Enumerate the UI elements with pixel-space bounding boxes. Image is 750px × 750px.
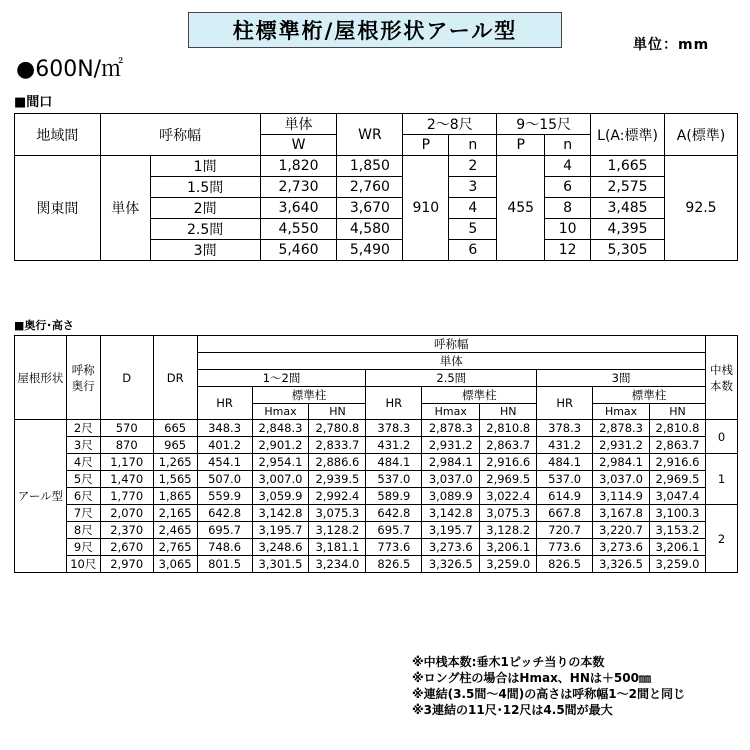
value-cell: 431.2: [366, 437, 422, 454]
dr-cell: 965: [153, 437, 197, 454]
depth-cell: 9尺: [66, 539, 100, 556]
header-d: D: [100, 336, 153, 420]
value-cell: 2,848.3: [252, 420, 309, 437]
value-cell: 614.9: [537, 488, 593, 505]
header-n2: n: [545, 135, 591, 156]
value-cell: 3,326.5: [593, 556, 650, 573]
table-row: [15, 471, 738, 488]
value-cell: 3,167.8: [593, 505, 650, 522]
value-cell: 3,259.0: [650, 556, 706, 573]
value-cell: 3,206.1: [650, 539, 706, 556]
dr-cell: 1,265: [153, 454, 197, 471]
value-cell: 348.3: [197, 420, 252, 437]
value-cell: 507.0: [197, 471, 252, 488]
value-cell: 2,833.7: [309, 437, 366, 454]
value-cell: 2,878.3: [422, 420, 480, 437]
d-cell: 2,670: [100, 539, 153, 556]
value-cell: 3,153.2: [650, 522, 706, 539]
d-cell: 1,770: [100, 488, 153, 505]
value-cell: 3,220.7: [593, 522, 650, 539]
value-cell: 2,969.5: [480, 471, 537, 488]
d-cell: 2,070: [100, 505, 153, 522]
note: ※中桟本数:垂木1ピッチ当りの本数: [412, 655, 605, 669]
value-cell: 2,886.6: [309, 454, 366, 471]
header-post-2: 標準柱: [422, 387, 537, 404]
d-cell: 1,170: [100, 454, 153, 471]
n2-cell: 6: [545, 177, 591, 198]
value-cell: 2,939.5: [309, 471, 366, 488]
unit-label: 単位：mm: [633, 37, 710, 53]
header-hr-1: HR: [197, 387, 252, 420]
value-cell: 3,195.7: [252, 522, 309, 539]
depth-cell: 10尺: [66, 556, 100, 573]
n1-cell: 4: [449, 198, 497, 219]
depth-cell: 5尺: [66, 471, 100, 488]
value-cell: 748.6: [197, 539, 252, 556]
depth-cell: 7尺: [66, 505, 100, 522]
value-cell: 826.5: [537, 556, 593, 573]
n2-cell: 8: [545, 198, 591, 219]
value-cell: 378.3: [366, 420, 422, 437]
wr-cell: 2,760: [337, 177, 403, 198]
dr-cell: 1,865: [153, 488, 197, 505]
table-row: [15, 156, 738, 177]
w-cell: 2,730: [260, 177, 337, 198]
d-cell: 870: [100, 437, 153, 454]
d-cell: 2,970: [100, 556, 153, 573]
header-region: 地域間: [15, 114, 101, 156]
d-cell: 1,470: [100, 471, 153, 488]
value-cell: 2,916.6: [480, 454, 537, 471]
header-hr-2: HR: [366, 387, 422, 420]
value-cell: 3,007.0: [252, 471, 309, 488]
value-cell: 537.0: [366, 471, 422, 488]
type-cell: 単体: [100, 156, 150, 261]
value-cell: 589.9: [366, 488, 422, 505]
table-row: [15, 488, 738, 505]
wr-cell: 4,580: [337, 219, 403, 240]
header-width2: 呼称幅: [197, 336, 705, 353]
size-cell: 1間: [150, 156, 260, 177]
wr-cell: 1,850: [337, 156, 403, 177]
n2-cell: 4: [545, 156, 591, 177]
header-group-1-2: 1～2間: [197, 370, 366, 387]
value-cell: 2,810.8: [650, 420, 706, 437]
value-cell: 773.6: [537, 539, 593, 556]
value-cell: 773.6: [366, 539, 422, 556]
value-cell: 431.2: [537, 437, 593, 454]
note: ※連結(3.5間～4間)の高さは呼称幅1～2間と同じ: [412, 687, 685, 701]
value-cell: 3,128.2: [309, 522, 366, 539]
l-cell: 1,665: [591, 156, 665, 177]
note: ※3連結の11尺･12尺は4.5間が最大: [412, 703, 613, 717]
header-group-2-5: 2.5間: [366, 370, 537, 387]
value-cell: 559.9: [197, 488, 252, 505]
w-cell: 4,550: [260, 219, 337, 240]
value-cell: 3,301.5: [252, 556, 309, 573]
value-cell: 3,142.8: [252, 505, 309, 522]
l-cell: 5,305: [591, 240, 665, 261]
value-cell: 667.8: [537, 505, 593, 522]
n1-cell: 3: [449, 177, 497, 198]
header-hn-2: HN: [480, 404, 537, 420]
value-cell: 3,022.4: [480, 488, 537, 505]
l-cell: 3,485: [591, 198, 665, 219]
frontage-table: [14, 113, 738, 261]
d-cell: 2,370: [100, 522, 153, 539]
wr-cell: 5,490: [337, 240, 403, 261]
value-cell: 695.7: [197, 522, 252, 539]
value-cell: 2,810.8: [480, 420, 537, 437]
value-cell: 3,234.0: [309, 556, 366, 573]
mid-count-cell: 0: [705, 420, 737, 454]
value-cell: 826.5: [366, 556, 422, 573]
dr-cell: 2,765: [153, 539, 197, 556]
note: ※ロング柱の場合はHmax、HNは＋500㎜: [412, 671, 651, 685]
l-cell: 4,395: [591, 219, 665, 240]
header-hmax-1: Hmax: [252, 404, 309, 420]
value-cell: 484.1: [366, 454, 422, 471]
value-cell: 484.1: [537, 454, 593, 471]
header-single: 単体: [260, 114, 337, 135]
value-cell: 537.0: [537, 471, 593, 488]
value-cell: 3,206.1: [480, 539, 537, 556]
load-rating: ●600N/㎡: [16, 57, 124, 82]
value-cell: 3,037.0: [422, 471, 480, 488]
value-cell: 3,326.5: [422, 556, 480, 573]
p1-cell: 910: [403, 156, 449, 261]
table-row: [15, 420, 738, 437]
value-cell: 3,273.6: [422, 539, 480, 556]
value-cell: 3,089.9: [422, 488, 480, 505]
value-cell: 2,954.1: [252, 454, 309, 471]
value-cell: 454.1: [197, 454, 252, 471]
n1-cell: 5: [449, 219, 497, 240]
header-shape: 屋根形状: [15, 336, 67, 420]
value-cell: 3,075.3: [480, 505, 537, 522]
header-w: W: [260, 135, 337, 156]
section-label-depth-height: ■奥行･高さ: [14, 319, 74, 332]
header-l: L(A:標準): [591, 114, 665, 156]
header-p1: P: [403, 135, 449, 156]
value-cell: 3,259.0: [480, 556, 537, 573]
d-cell: 570: [100, 420, 153, 437]
header-post-3: 標準柱: [593, 387, 706, 404]
p2-cell: 455: [497, 156, 545, 261]
n1-cell: 6: [449, 240, 497, 261]
value-cell: 2,916.6: [650, 454, 706, 471]
a-cell: 92.5: [665, 156, 738, 261]
value-cell: 720.7: [537, 522, 593, 539]
value-cell: 2,984.1: [593, 454, 650, 471]
table-row: [15, 522, 738, 539]
size-cell: 2.5間: [150, 219, 260, 240]
header-mid: 中桟本数: [705, 336, 737, 420]
header-dr: DR: [153, 336, 197, 420]
value-cell: 401.2: [197, 437, 252, 454]
header-wr: WR: [337, 114, 403, 156]
n2-cell: 10: [545, 219, 591, 240]
table-row: [15, 539, 738, 556]
header-single2: 単体: [197, 353, 705, 370]
n1-cell: 2: [449, 156, 497, 177]
value-cell: 642.8: [197, 505, 252, 522]
dr-cell: 1,565: [153, 471, 197, 488]
value-cell: 2,780.8: [309, 420, 366, 437]
header-a: A(標準): [665, 114, 738, 156]
value-cell: 695.7: [366, 522, 422, 539]
table-row: [15, 505, 738, 522]
size-cell: 2間: [150, 198, 260, 219]
value-cell: 2,901.2: [252, 437, 309, 454]
l-cell: 2,575: [591, 177, 665, 198]
header-hmax-2: Hmax: [422, 404, 480, 420]
value-cell: 3,248.6: [252, 539, 309, 556]
w-cell: 1,820: [260, 156, 337, 177]
header-span-2-8: 2～8尺: [403, 114, 497, 135]
wr-cell: 3,670: [337, 198, 403, 219]
header-hn-1: HN: [309, 404, 366, 420]
value-cell: 2,878.3: [593, 420, 650, 437]
value-cell: 3,181.1: [309, 539, 366, 556]
depth-height-table: [14, 335, 738, 573]
value-cell: 3,273.6: [593, 539, 650, 556]
value-cell: 3,114.9: [593, 488, 650, 505]
header-group-3: 3間: [537, 370, 706, 387]
notes: [412, 654, 685, 718]
region-cell: 関東間: [15, 156, 101, 261]
mid-count-cell: 2: [705, 505, 737, 573]
dr-cell: 2,465: [153, 522, 197, 539]
size-cell: 1.5間: [150, 177, 260, 198]
value-cell: 3,128.2: [480, 522, 537, 539]
header-span-9-15: 9～15尺: [497, 114, 591, 135]
table-row: [15, 556, 738, 573]
value-cell: 3,037.0: [593, 471, 650, 488]
n2-cell: 12: [545, 240, 591, 261]
dr-cell: 665: [153, 420, 197, 437]
value-cell: 3,195.7: [422, 522, 480, 539]
w-cell: 3,640: [260, 198, 337, 219]
header-depth: 呼称奥行: [66, 336, 100, 420]
depth-cell: 3尺: [66, 437, 100, 454]
value-cell: 378.3: [537, 420, 593, 437]
dr-cell: 2,165: [153, 505, 197, 522]
value-cell: 801.5: [197, 556, 252, 573]
value-cell: 2,863.7: [650, 437, 706, 454]
header-p2: P: [497, 135, 545, 156]
value-cell: 2,969.5: [650, 471, 706, 488]
mid-count-cell: 1: [705, 454, 737, 505]
table-row: [15, 454, 738, 471]
header-width: 呼称幅: [100, 114, 260, 156]
value-cell: 3,059.9: [252, 488, 309, 505]
header-hr-3: HR: [537, 387, 593, 420]
w-cell: 5,460: [260, 240, 337, 261]
header-hmax-3: Hmax: [593, 404, 650, 420]
value-cell: 3,075.3: [309, 505, 366, 522]
page-title: 柱標準桁/屋根形状アール型: [188, 12, 562, 48]
value-cell: 642.8: [366, 505, 422, 522]
depth-cell: 2尺: [66, 420, 100, 437]
header-post-1: 標準柱: [252, 387, 366, 404]
value-cell: 3,047.4: [650, 488, 706, 505]
depth-cell: 6尺: [66, 488, 100, 505]
value-cell: 2,931.2: [593, 437, 650, 454]
size-cell: 3間: [150, 240, 260, 261]
value-cell: 3,142.8: [422, 505, 480, 522]
depth-cell: 8尺: [66, 522, 100, 539]
value-cell: 2,984.1: [422, 454, 480, 471]
shape-cell: アール型: [15, 420, 67, 573]
value-cell: 2,992.4: [309, 488, 366, 505]
section-label-frontage: ■間口: [14, 95, 53, 110]
table-row: [15, 437, 738, 454]
value-cell: 3,100.3: [650, 505, 706, 522]
value-cell: 2,863.7: [480, 437, 537, 454]
dr-cell: 3,065: [153, 556, 197, 573]
value-cell: 2,931.2: [422, 437, 480, 454]
header-hn-3: HN: [650, 404, 706, 420]
depth-cell: 4尺: [66, 454, 100, 471]
header-n1: n: [449, 135, 497, 156]
